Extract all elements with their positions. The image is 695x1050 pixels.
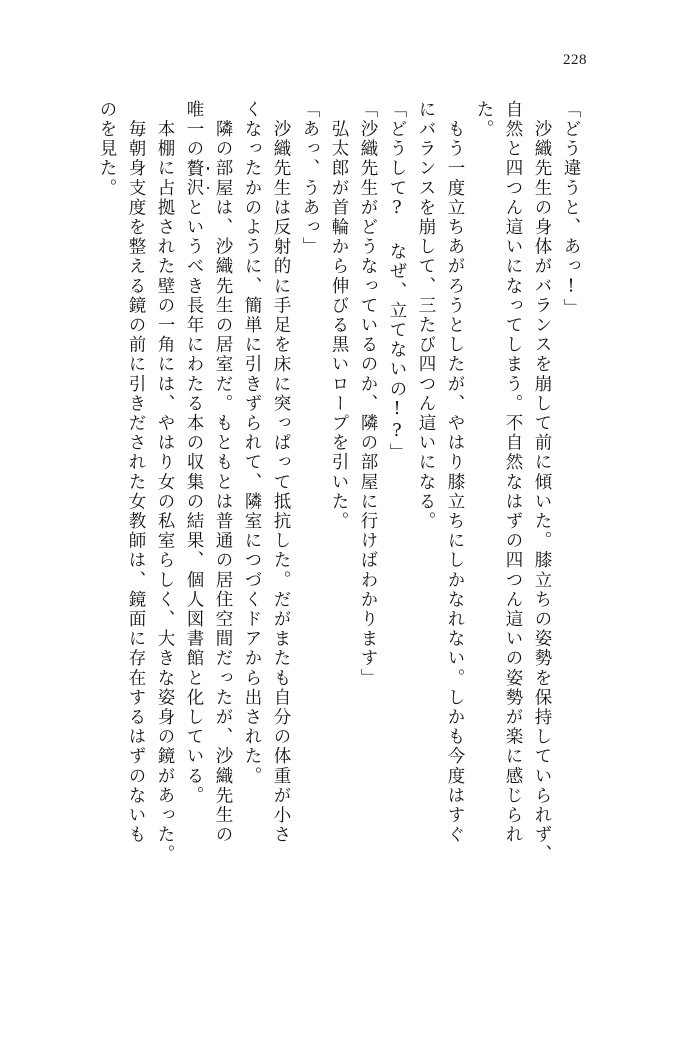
text-line: 「どう違うと、あっ!」 (561, 100, 581, 319)
text-line: 沙織先生は反射的に手足を床に突っぱって抵抗した。だがまたも自分の体重が小さ (271, 100, 291, 845)
text-line: 隣の部屋は、沙織先生の居室だ。もともとは普通の居住空間だったが、沙織先生の (213, 100, 233, 845)
text-line: 唯一の贅 沢 というべき長年にわたる本の収集の結果、個人図書館と化している。 (174, 100, 202, 970)
text-line: た。 (474, 100, 494, 140)
text-line: 沙織先生の身体がバランスを崩して前に傾いた。膝立ちの姿勢を保持していられず、 (532, 100, 552, 865)
emphasis-char: 贅 (184, 159, 204, 179)
text-line: 自然と四つん這いになってしまう。不自然なはずの四つん這いの姿勢が楽に感じられ (503, 100, 523, 845)
text-line: のを見た。 (97, 100, 117, 198)
page-number: 228 (563, 52, 587, 68)
body-text (60, 100, 580, 970)
bouten-dot (207, 167, 210, 170)
text-line: にバランスを崩して、三たび四つん這いになる。 (416, 100, 436, 532)
text-line: 「あっ、うあっ」 (300, 100, 320, 257)
text-line: くなったかのように、簡単に引きずられて、隣室につづくドアから出された。 (242, 100, 262, 786)
text-line: 本棚に占拠された壁の一角には、やはり女の私室らしく、大きな姿身の鏡があった。 (155, 100, 175, 865)
text-line: 毎朝身支度を整える鏡の前に引きだされた女教師は、鏡面に存在するはずのないも (126, 100, 146, 845)
text-line: 弘太郎が首輪から伸びる黒いロープを引いた。 (329, 100, 349, 532)
text-line: 「沙織先生がどうなっているのか、隣の部屋に行けばわかります」 (358, 100, 378, 688)
text-line: もう一度立ちあがろうとしたが、やはり膝立ちにしかなれない。しかも今度はすぐ (445, 100, 465, 845)
text-line: 「どうして? なぜ、立てないの!?」 (387, 100, 407, 463)
emphasis-char: 沢 (184, 178, 204, 198)
